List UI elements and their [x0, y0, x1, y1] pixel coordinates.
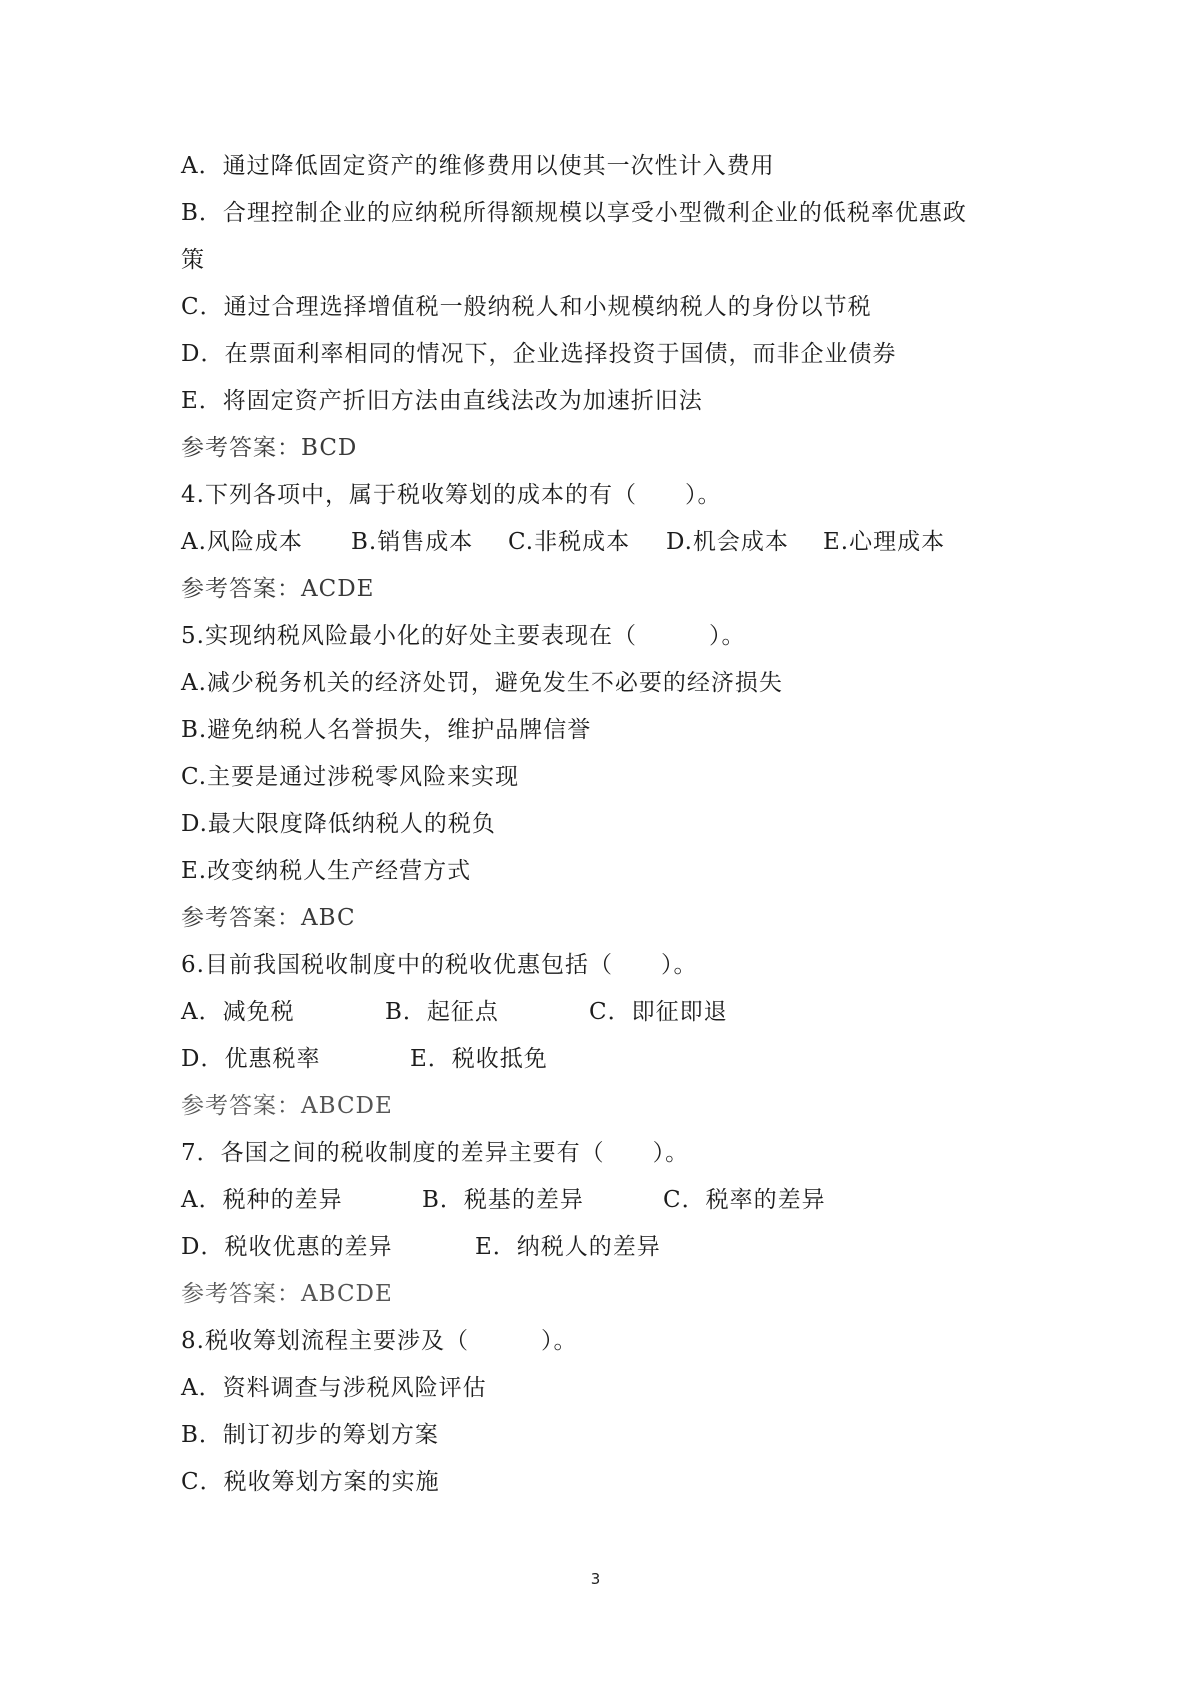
- option: C.非税成本: [508, 529, 631, 555]
- option-line: E.改变纳税人生产经营方式: [181, 858, 472, 884]
- option: E.心理成本: [823, 529, 946, 555]
- reference-answer: 参考答案：ABCDE: [181, 1093, 393, 1119]
- question-stem: 6.目前我国税收制度中的税收优惠包括（ ）。: [181, 952, 698, 978]
- option-line: C．通过合理选择增值税一般纳税人和小规模纳税人的身份以节税: [181, 294, 872, 320]
- option-line: C．税收筹划方案的实施: [181, 1469, 440, 1495]
- reference-answer: 参考答案：ACDE: [181, 576, 375, 602]
- option-line: D．在票面利率相同的情况下，企业选择投资于国债，而非企业债券: [181, 341, 897, 367]
- options-row: [181, 519, 1021, 566]
- option: A．减免税: [181, 999, 295, 1025]
- option-line: A.减少税务机关的经济处罚，避免发生不必要的经济损失: [181, 670, 783, 696]
- option: C．税率的差异: [663, 1187, 826, 1213]
- option-line: B．合理控制企业的应纳税所得额规模以享受小型微利企业的低税率优惠政: [181, 200, 967, 226]
- option: D.机会成本: [666, 529, 789, 555]
- options-row: [181, 989, 1021, 1036]
- option: A.风险成本: [181, 529, 303, 555]
- options-row: [181, 1177, 1021, 1224]
- option: A．税种的差异: [181, 1187, 343, 1213]
- reference-answer: 参考答案：ABCDE: [181, 1281, 393, 1307]
- option: B.销售成本: [351, 529, 474, 555]
- option-line: A．通过降低固定资产的维修费用以使其一次性计入费用: [181, 153, 775, 179]
- option: E．税收抵免: [410, 1046, 548, 1072]
- options-row: [181, 1036, 1021, 1083]
- option: E．纳税人的差异: [475, 1234, 661, 1260]
- question-stem: 8.税收筹划流程主要涉及（ ）。: [181, 1328, 578, 1354]
- option: D．税收优惠的差异: [181, 1234, 393, 1260]
- page-content: [181, 143, 1021, 1506]
- reference-answer: 参考答案：ABC: [181, 905, 356, 931]
- option-line: B．制订初步的筹划方案: [181, 1422, 439, 1448]
- question-stem: 7．各国之间的税收制度的差异主要有（ ）。: [181, 1140, 690, 1166]
- option-line: D.最大限度降低纳税人的税负: [181, 811, 496, 837]
- options-row: [181, 1224, 1021, 1271]
- option: D．优惠税率: [181, 1046, 321, 1072]
- option-line: A．资料调查与涉税风险评估: [181, 1375, 487, 1401]
- option-line: C.主要是通过涉税零风险来实现: [181, 764, 520, 790]
- option: B．税基的差异: [422, 1187, 584, 1213]
- page-number: 3: [590, 1570, 601, 1588]
- option: C．即征即退: [589, 999, 728, 1025]
- question-stem: 4.下列各项中，属于税收筹划的成本的有（ ）。: [181, 482, 722, 508]
- question-stem: 5.实现纳税风险最小化的好处主要表现在（ ）。: [181, 623, 746, 649]
- reference-answer: 参考答案：BCD: [181, 435, 358, 461]
- option-line: B.避免纳税人名誉损失，维护品牌信誉: [181, 717, 592, 743]
- option-line: E．将固定资产折旧方法由直线法改为加速折旧法: [181, 388, 703, 414]
- option-line-continued: 策: [181, 247, 205, 273]
- option: B．起征点: [385, 999, 499, 1025]
